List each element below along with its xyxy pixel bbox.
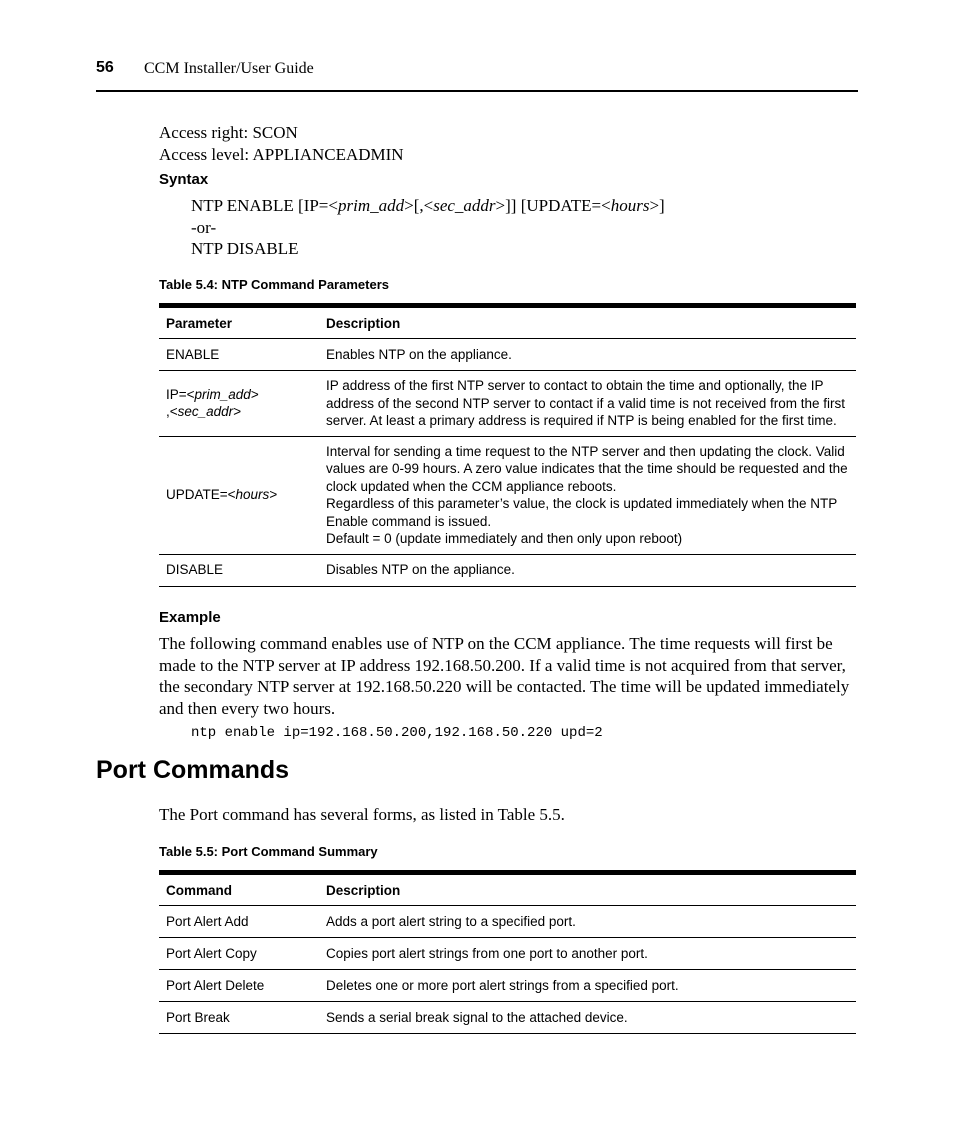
syntax-block: [191, 195, 665, 260]
page-number: 56: [96, 59, 114, 76]
description-cell: Adds a port alert string to a specified port.: [319, 906, 856, 938]
description-cell: Copies port alert strings from one port to another port.: [319, 938, 856, 970]
description-cell: Interval for sending a time request to the NTP server and then updating the clock. Valid values are 0-99 hours. A zero value indicates that the time should be requested and the clock updated when the CCM appliance reboots. Regardless of this parameter’s value, the clock is updated immediately when the NTP Enable command is issued. Default = 0 (update immediately and then only upon reboot): [319, 436, 856, 554]
column-header: Parameter: [159, 306, 319, 339]
ntp-parameters-table: [159, 303, 856, 587]
port-command-table: [159, 870, 856, 1034]
table-row: [159, 554, 856, 586]
command-cell: Port Alert Delete: [159, 970, 319, 1002]
table-caption: Table 5.4: NTP Command Parameters: [159, 277, 389, 292]
column-header: Description: [319, 306, 856, 339]
param-cell: IP=<prim_add> ,<sec_addr>: [159, 371, 319, 437]
table-row: [159, 970, 856, 1002]
table-row: [159, 906, 856, 938]
syntax-line-enable: NTP ENABLE [IP=<prim_add>[,<sec_addr>]] [UPDATE=<hours>]: [191, 196, 665, 215]
description-cell: Sends a serial break signal to the attached device.: [319, 1002, 856, 1034]
description-cell: IP address of the first NTP server to contact to obtain the time and optionally, the IP address of the second NTP server to contact if a valid time is not received from the first server. At least a primary address is required if NTP is being enabled for the first time.: [319, 371, 856, 437]
syntax-line-disable: NTP DISABLE: [191, 239, 299, 258]
syntax-or: -or-: [191, 217, 217, 237]
command-cell: Port Alert Add: [159, 906, 319, 938]
param-cell: ENABLE: [159, 339, 319, 371]
guide-title: CCM Installer/User Guide: [144, 60, 314, 77]
section-heading: Port Commands: [96, 756, 290, 784]
table-row: [159, 1002, 856, 1034]
port-intro: The Port command has several forms, as listed in Table 5.5.: [159, 805, 565, 824]
command-cell: Port Alert Copy: [159, 938, 319, 970]
table-row: [159, 436, 856, 554]
param-cell: UPDATE=<hours>: [159, 436, 319, 554]
access-info: [159, 122, 404, 165]
table-row: [159, 339, 856, 371]
syntax-heading: Syntax: [159, 171, 209, 188]
table-row: [159, 938, 856, 970]
description-cell: Deletes one or more port alert strings from a specified port.: [319, 970, 856, 1002]
example-text: The following command enables use of NTP on the CCM appliance. The time requests will first be made to the NTP server at IP address 192.168.50.200. If a valid time is not acquired from that server, the secondary NTP server at 192.168.50.220 will be contacted. The time will be updated immediately and then every two hours.: [159, 634, 850, 718]
table-row: [159, 371, 856, 437]
table-header-row: [159, 306, 856, 339]
description-cell: Enables NTP on the appliance.: [319, 339, 856, 371]
example-heading: Example: [159, 609, 221, 626]
command-cell: Port Break: [159, 1002, 319, 1034]
example-code: ntp enable ip=192.168.50.200,192.168.50.220 upd=2: [191, 725, 603, 741]
page-header: [96, 58, 858, 92]
column-header: Description: [319, 873, 856, 906]
table-caption: Table 5.5: Port Command Summary: [159, 844, 378, 859]
access-right: Access right: SCON: [159, 123, 298, 142]
column-header: Command: [159, 873, 319, 906]
param-cell: DISABLE: [159, 554, 319, 586]
table-header-row: [159, 873, 856, 906]
description-cell: Disables NTP on the appliance.: [319, 554, 856, 586]
access-level: Access level: APPLIANCEADMIN: [159, 144, 404, 164]
